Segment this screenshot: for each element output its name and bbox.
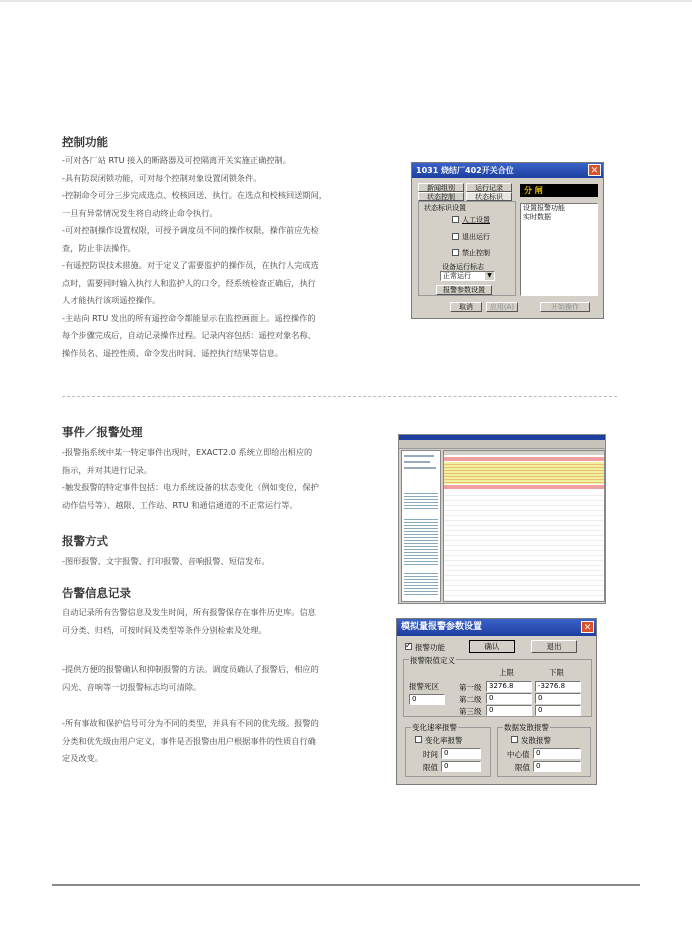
deadband-input[interactable]: 0 <box>409 694 445 705</box>
dialog-title: 1031 烧结厂402开关合位 <box>416 166 514 175</box>
confirm-button[interactable]: 确认 <box>469 640 515 653</box>
rate-time-label: 时间 <box>423 750 438 759</box>
text-line: -可对控制操作设置权限，可授予调度员不同的操作权限，操作前应先检 <box>62 225 319 235</box>
text-line: -报警指系统中某一特定事件出现时，EXACT2.0 系统立即给出相应的 <box>62 447 313 457</box>
alarm-log-paragraph-3 <box>62 715 362 768</box>
level-1-lower-input[interactable]: -3276.8 <box>535 681 581 692</box>
text-line: 操作员名、遥控性质、命令发出时间、遥控执行结果等信息。 <box>62 347 284 358</box>
text-line: 定及改变。 <box>62 753 103 763</box>
checkbox-manual[interactable] <box>452 216 459 223</box>
checkbox-out-of-service-label: 退出运行 <box>462 233 490 241</box>
text-line: -所有事故和保护信号可分为不同的类型，并具有不同的优先级。报警的 <box>62 718 319 728</box>
text-line: 人才能执行该项遥控操作。 <box>62 295 161 305</box>
lower-limit-label: 下限 <box>549 668 564 677</box>
text-line: 查，防止非法操作。 <box>62 242 136 253</box>
text-line: -图形报警、文字报警、打印报警、音响报警、短信发布。 <box>62 556 270 566</box>
level-2-upper-input[interactable]: 0 <box>486 693 532 704</box>
dialog-titlebar <box>412 163 603 178</box>
checkbox-no-control[interactable] <box>452 249 459 256</box>
level-1-upper-input[interactable]: 3276.8 <box>486 681 532 692</box>
start-operation-button[interactable]: 开始操作 <box>540 302 590 312</box>
state-display: 分 闸 <box>520 184 598 197</box>
rate-alarm-checkbox[interactable] <box>415 736 422 743</box>
center-value-input[interactable]: 0 <box>533 748 581 759</box>
text-line: -有遥控防误技术措施。对于定义了需要监护的操作员，在执行人完成选 <box>62 260 319 270</box>
text-line: -控制命令可分三步完成选点、校核回送、执行。在选点和校核回送期间， <box>62 190 327 200</box>
limit-group-label: 报警限值定义 <box>410 656 455 665</box>
alarm-function-label: 报警功能 <box>415 643 445 652</box>
top-rule <box>0 0 692 2</box>
rate-alarm-group-label: 变化速率报警 <box>412 723 457 732</box>
apply-button[interactable]: 应用(A) <box>486 302 518 312</box>
rate-limit-input[interactable]: 0 <box>441 761 481 772</box>
section-divider <box>62 396 617 397</box>
text-line: -触发报警的特定事件包括：电力系统设备的状态变化（例如变位，保护 <box>62 482 319 492</box>
bottom-rule <box>52 884 640 886</box>
text-line: -主站向 RTU 发出的所有遥控命令都能显示在监控画面上。遥控操作的 <box>62 312 316 323</box>
rate-time-input[interactable]: 0 <box>441 748 481 759</box>
checkbox-no-control-label: 禁止控制 <box>462 249 490 257</box>
dialog-title: 模拟量报警参数设置 <box>401 622 483 632</box>
tab-state-flag[interactable]: 状态标识 <box>466 192 512 201</box>
list-item: 设置报警功能 <box>523 204 565 212</box>
rate-alarm-checkbox-label: 变化率报警 <box>425 736 463 745</box>
tab-state-control[interactable]: 状态控制 <box>418 192 464 201</box>
checkbox-manual-label: 人工设置 <box>462 216 490 224</box>
section-control-text <box>62 152 362 362</box>
text-line: 动作信号等）、越限、工作站、RTU 和通信通道的不正常运行等。 <box>62 499 298 510</box>
close-icon[interactable]: ✕ <box>588 164 601 176</box>
section-title-events: 事件／报警处理 <box>62 425 143 439</box>
text-line: 指示，并对其进行记录。 <box>62 464 153 475</box>
divergence-limit-label: 限值 <box>515 763 530 772</box>
level-2-label: 第二级 <box>459 695 482 704</box>
text-line: 闪光、音响等一切报警标志均可清除。 <box>62 681 202 692</box>
tab-run-log[interactable]: 运行记录 <box>466 183 512 192</box>
level-3-label: 第三级 <box>459 707 482 716</box>
analog-alarm-dialog <box>396 618 597 785</box>
switch-control-dialog <box>411 162 604 319</box>
screenshot-event-list <box>443 450 605 602</box>
device-flag-select[interactable] <box>440 271 495 281</box>
section-title-control: 控制功能 <box>62 135 108 149</box>
text-line: 分类和优先级由用户定义，事件是否报警由用户根据事件的性质自行确 <box>62 735 316 746</box>
alarm-param-button[interactable]: 报警参数设置 <box>436 285 492 295</box>
chevron-down-icon: ▼ <box>485 272 494 280</box>
text-line: -可对各厂站 RTU 接入的断路器及可控隔离开关实施正确控制。 <box>62 155 291 165</box>
text-line: 点时，需要同时输入执行人和监护人的口令，经系统检查正确后，执行 <box>62 277 316 288</box>
level-1-label: 第一级 <box>459 683 482 692</box>
text-line: -具有防误闭锁功能，可对每个控制对象设置闭锁条件。 <box>62 172 262 183</box>
divergence-alarm-checkbox[interactable] <box>511 736 518 743</box>
rate-limit-label: 限值 <box>423 763 438 772</box>
text-line: 可分类、归档，可按时间及类型等条件分别检索及处理。 <box>62 624 267 635</box>
level-3-upper-input[interactable]: 0 <box>486 705 532 716</box>
device-flag-label: 设备运行标志 <box>442 263 484 271</box>
event-window-screenshot <box>398 434 606 604</box>
alarm-log-paragraph-1 <box>62 604 362 639</box>
text-line: 一旦有异常情况发生将自动终止命令执行。 <box>62 207 218 218</box>
section-title-alarm-log: 告警信息记录 <box>62 586 131 600</box>
section-title-alarm-modes: 报警方式 <box>62 534 108 548</box>
screenshot-tree-panel <box>401 450 441 602</box>
info-list[interactable] <box>520 203 598 296</box>
close-icon[interactable]: ✕ <box>581 621 594 633</box>
tab-news[interactable]: 新闻组别 <box>418 183 464 192</box>
center-value-label: 中心值 <box>507 750 530 759</box>
dialog-titlebar <box>397 619 596 636</box>
divergence-limit-input[interactable]: 0 <box>533 761 581 772</box>
group-label: 状态标识设置 <box>424 204 466 212</box>
exit-button[interactable]: 退出 <box>531 640 577 653</box>
device-flag-value: 正常运行 <box>443 272 471 280</box>
divergence-alarm-group-label: 数据发散报警 <box>504 723 549 732</box>
level-2-lower-input[interactable]: 0 <box>535 693 581 704</box>
text-line: 自动记录所有告警信息及发生时间，所有报警保存在事件历史库。信息 <box>62 607 316 617</box>
level-3-lower-input[interactable]: 0 <box>535 705 581 716</box>
list-item: 实时数据 <box>523 213 551 221</box>
divergence-alarm-checkbox-label: 发散报警 <box>521 736 551 745</box>
text-line: 每个步骤完成后，自动记录操作过程。记录内容包括：遥控对象名称、 <box>62 330 316 340</box>
cancel-button[interactable]: 取消 <box>450 302 482 312</box>
checkbox-out-of-service[interactable] <box>452 233 459 240</box>
section-events-text <box>62 444 362 514</box>
text-line: -提供方便的报警确认和抑制报警的方法。调度员确认了报警后，相应的 <box>62 664 319 674</box>
section-alarm-modes-text <box>62 553 362 571</box>
checkmark-icon: ✓ <box>405 641 412 650</box>
deadband-label: 报警死区 <box>409 682 439 691</box>
upper-limit-label: 上限 <box>499 668 514 677</box>
screenshot-toolbar <box>399 440 605 449</box>
alarm-log-paragraph-2 <box>62 661 362 696</box>
